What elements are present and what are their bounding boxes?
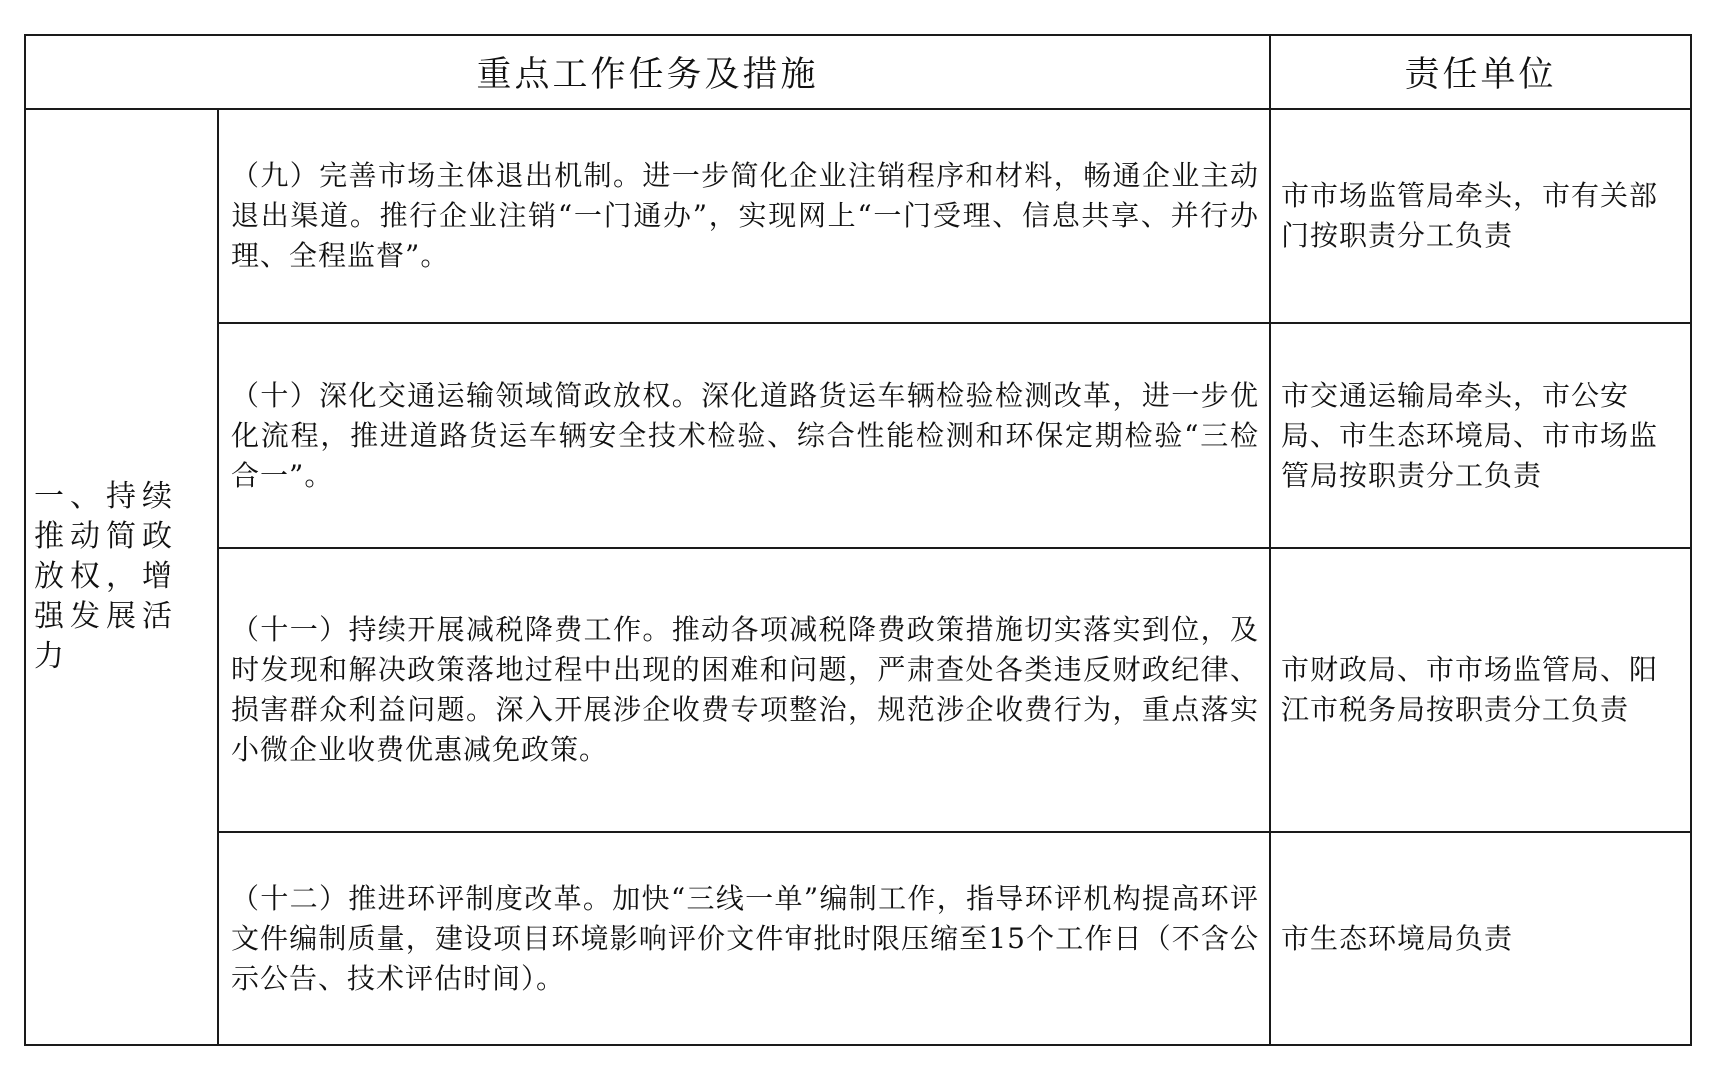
- table-row: [25, 832, 1691, 1045]
- task-table: [24, 34, 1692, 1046]
- header-unit: 责任单位: [1270, 35, 1691, 109]
- task-cell: （十一）持续开展减税降费工作。推动各项减税降费政策措施切实落实到位，及时发现和解决政策落地过程中出现的困难和问题，严肃查处各类违反财政纪律、损害群众利益问题。深入开展涉企收费专项整治，规范涉企收费行为，重点落实小微企业收费优惠减免政策。: [218, 548, 1270, 832]
- table-header-row: [25, 35, 1691, 109]
- unit-cell: 市市场监管局牵头，市有关部门按职责分工负责: [1270, 109, 1691, 323]
- unit-cell: 市交通运输局牵头，市公安局、市生态环境局、市市场监管局按职责分工负责: [1270, 323, 1691, 548]
- table-row: [25, 323, 1691, 548]
- category-cell: 一、持续推动简政放权，增强发展活力: [25, 109, 218, 1045]
- table-row: [25, 548, 1691, 832]
- header-task: 重点工作任务及措施: [25, 35, 1270, 109]
- unit-cell: 市生态环境局负责: [1270, 832, 1691, 1045]
- task-cell: （九）完善市场主体退出机制。进一步简化企业注销程序和材料，畅通企业主动退出渠道。推行企业注销“一门通办”，实现网上“一门受理、信息共享、并行办理、全程监督”。: [218, 109, 1270, 323]
- table-row: [25, 109, 1691, 323]
- unit-cell: 市财政局、市市场监管局、阳江市税务局按职责分工负责: [1270, 548, 1691, 832]
- task-cell: （十）深化交通运输领域简政放权。深化道路货运车辆检验检测改革，进一步优化流程，推进道路货运车辆安全技术检验、综合性能检测和环保定期检验“三检合一”。: [218, 323, 1270, 548]
- task-cell: （十二）推进环评制度改革。加快“三线一单”编制工作，指导环评机构提高环评文件编制质量，建设项目环境影响评价文件审批时限压缩至15个工作日（不含公示公告、技术评估时间）。: [218, 832, 1270, 1045]
